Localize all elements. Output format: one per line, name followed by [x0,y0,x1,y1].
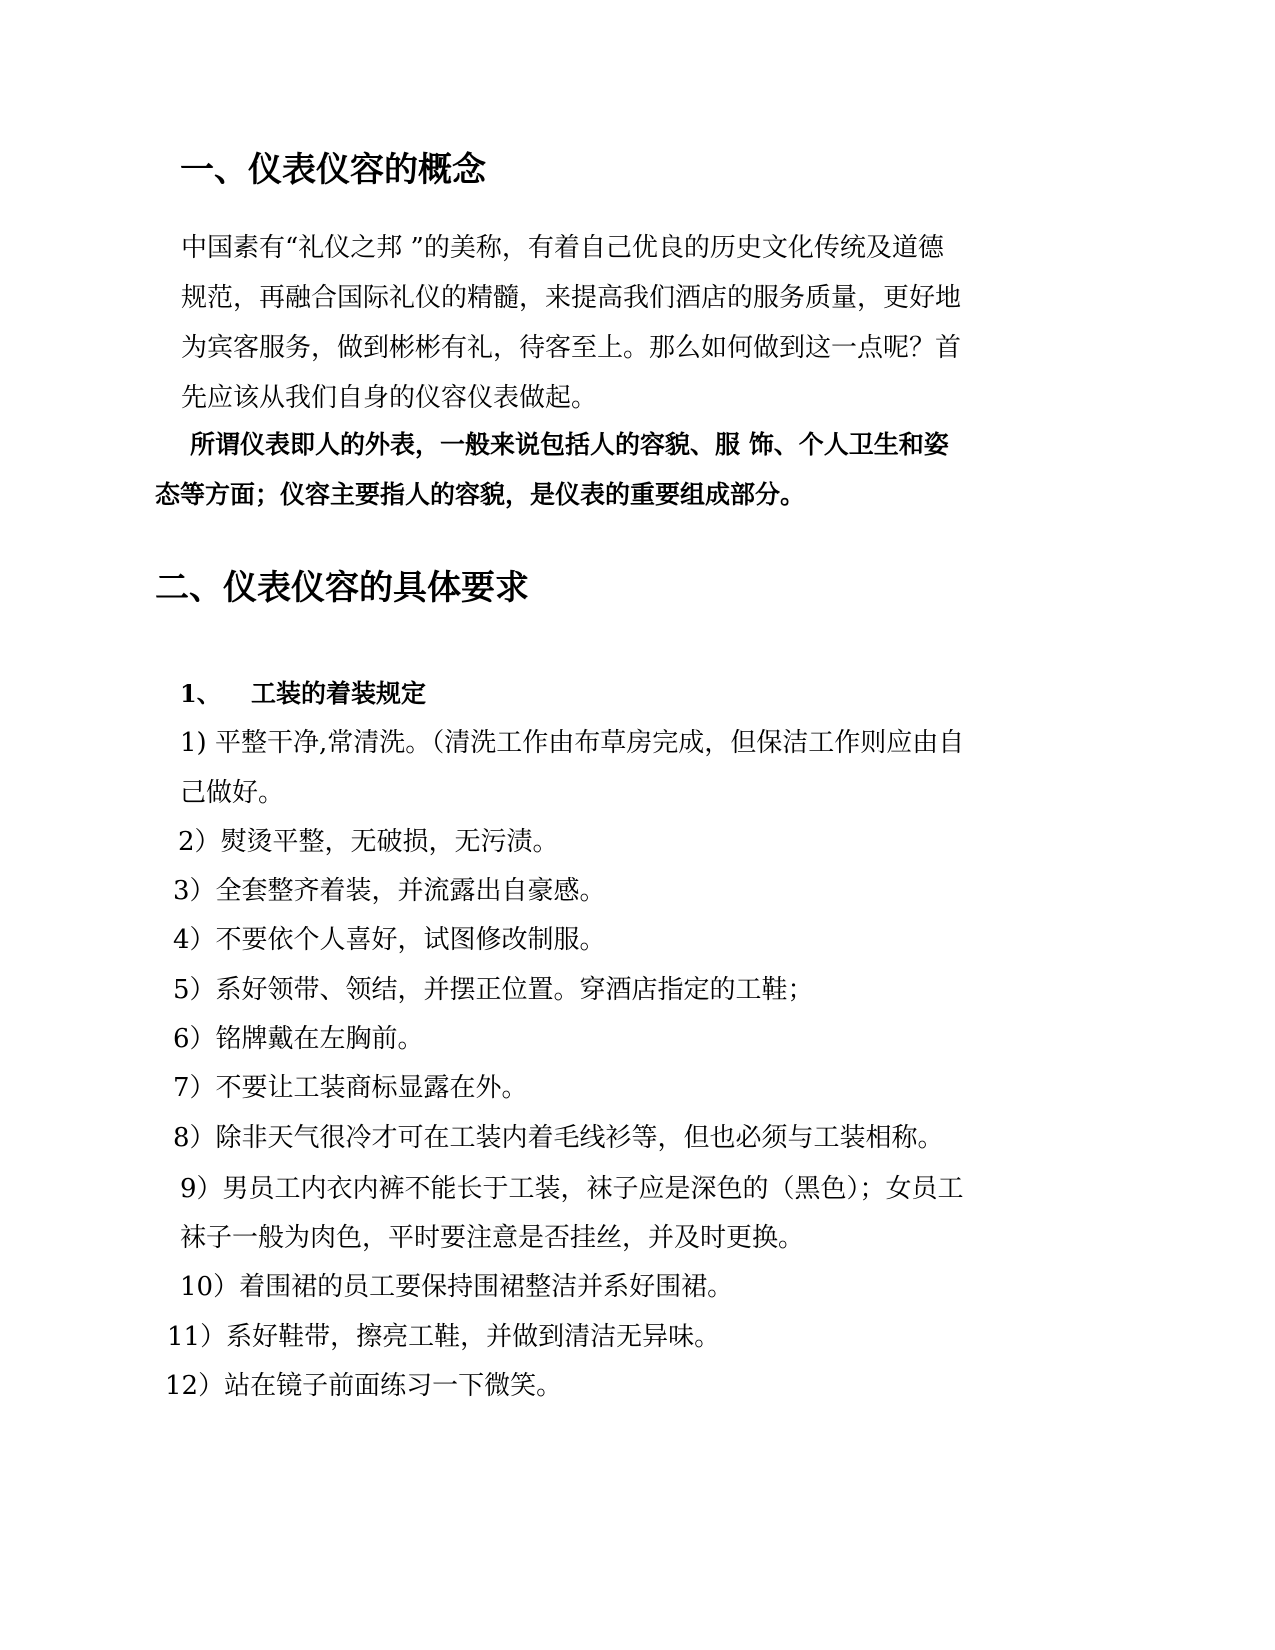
intro-line: 先应该从我们自身的仪容仪表做起。 [181,383,598,413]
list-item: 5）系好领带、领结，并摆正位置。穿酒店指定的工鞋； [173,975,814,1005]
list-item: 9）男员工内衣内裤不能长于工装，袜子应是深色的（黑色）；女员工 [180,1174,964,1204]
list-item: 4）不要依个人喜好，试图修改制服。 [173,925,606,955]
list-item: 11）系好鞋带，擦亮工鞋，并做到清洁无异味。 [167,1322,721,1352]
list-item: 7）不要让工装商标显露在外。 [173,1073,528,1103]
list-item: 12）站在镜子前面练习一下微笑。 [165,1371,563,1401]
definition-line: 所谓仪表即人的外表，一般来说包括人的容貌、服 饰、个人卫生和姿 [190,430,949,459]
subsection-number: 1、 [180,679,221,708]
intro-line: 为宾客服务，做到彬彬有礼，待客至上。那么如何做到这一点呢？首 [181,333,962,363]
list-item: 10）着围裙的员工要保持围裙整洁并系好围裙。 [180,1272,734,1302]
subsection-title: 工装的着装规定 [251,679,427,708]
list-item: 1) 平整干净,常清洗。（清洗工作由布草房完成，但保洁工作则应由自 [180,728,965,758]
list-item: 2）熨烫平整，无破损，无污渍。 [178,827,559,857]
list-item: 8）除非天气很冷才可在工装内着毛线衫等，但也必须与工装相称。 [173,1123,944,1153]
list-item: 己做好。 [180,778,285,808]
section2-heading: 二、仪表仪容的具体要求 [155,568,529,608]
intro-line: 规范，再融合国际礼仪的精髓，来提高我们酒店的服务质量，更好地 [181,283,962,313]
list-item: 6）铭牌戴在左胸前。 [173,1024,424,1054]
definition-line: 态等方面；仪容主要指人的容貌，是仪表的重要组成部分。 [155,480,806,509]
list-item: 袜子一般为肉色，平时要注意是否挂丝，并及时更换。 [180,1223,805,1253]
intro-line: 中国素有“礼仪之邦 ”的美称，有着自己优良的历史文化传统及道德 [181,233,944,263]
list-item: 3）全套整齐着装，并流露出自豪感。 [173,876,606,906]
section1-heading: 一、仪表仪容的概念 [180,150,486,190]
